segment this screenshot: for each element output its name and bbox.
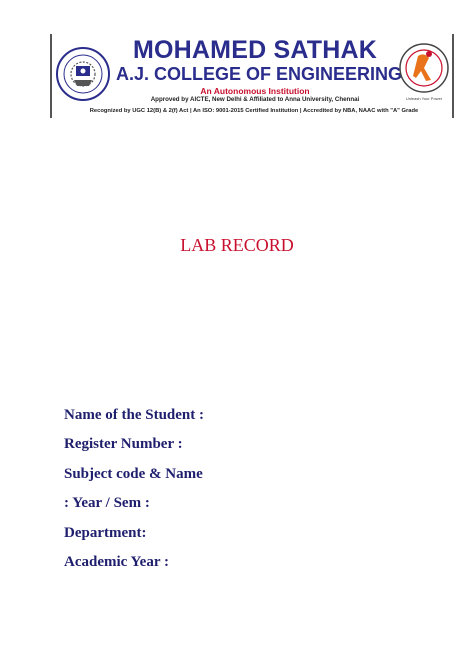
incubation-logo <box>396 38 452 114</box>
autonomous-tagline: An Autonomous Institution <box>200 86 310 96</box>
college-name-line2: A.J. COLLEGE OF ENGINEERING <box>116 64 403 84</box>
college-name-line1: MOHAMED SATHAK <box>133 36 377 64</box>
department-field: Department: <box>64 525 147 541</box>
college-header <box>50 34 454 118</box>
academic-year-field: Academic Year : <box>64 554 169 570</box>
accreditation-line: Recognized by UGC 12(B) & 2(f) Act | An ISO: 9001-2015 Certified Institution | Accredited by NBA, NAAC with "A" Grade <box>89 108 419 114</box>
incubation-logo-tagline: Unleash Your Power <box>405 96 443 101</box>
lab-record-title: LAB RECORD <box>180 235 294 255</box>
subject-field: Subject code & Name <box>64 466 203 482</box>
student-name-field: Name of the Student : <box>64 407 204 423</box>
college-emblem-logo <box>54 36 112 114</box>
register-number-field: Register Number : <box>64 436 183 452</box>
approval-line: Approved by AICTE, New Delhi & Affiliated to Anna University, Chennai <box>150 96 360 103</box>
year-sem-field: : Year / Sem : <box>64 495 150 511</box>
